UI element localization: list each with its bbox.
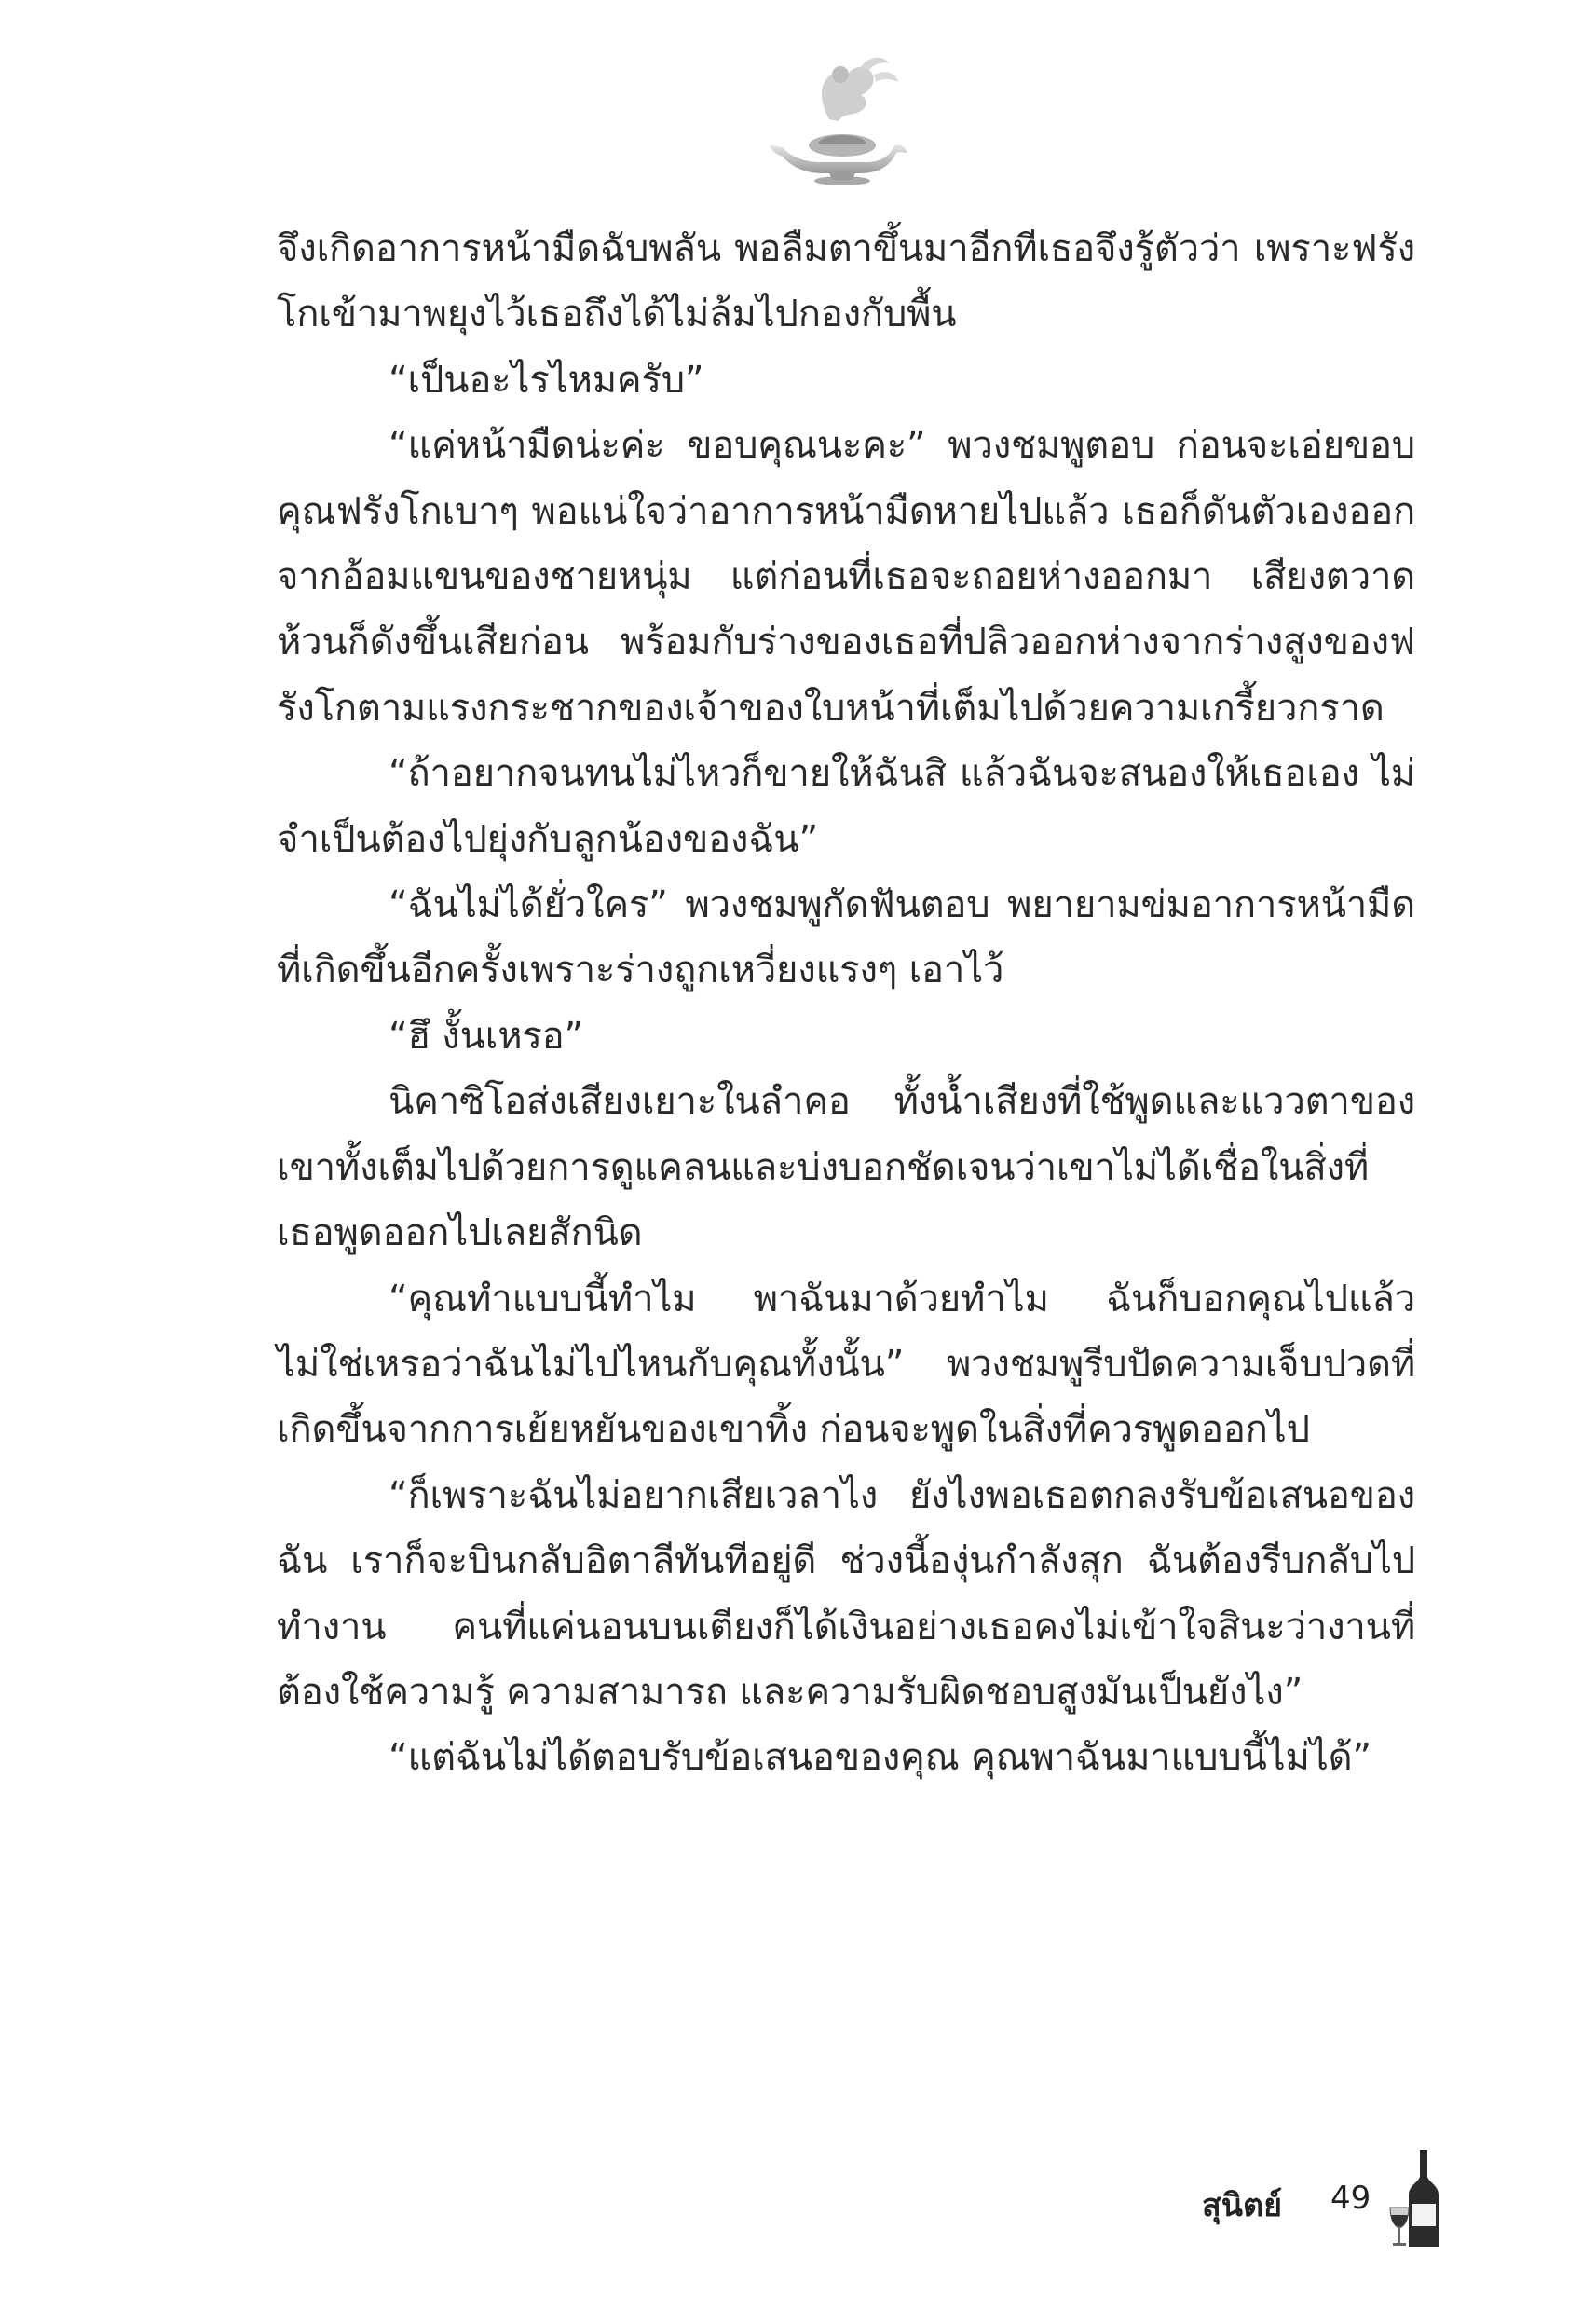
book-title: สุนิตย์ [1202,2187,1282,2224]
paragraph: “เป็นอะไรไหมครับ” [389,358,704,402]
paragraph: “คุณทำแบบนี้ทำไม พาฉันมาด้วยทำไม ฉันก็บอกคุณไปแล้ว ไม่ใช่เหรอว่าฉันไม่ไปไหนกับคุณทั้งนั้น” พวงชมพูรีบปัดความเจ็บปวดที่เกิดขึ้นจากการเย้ยหยันของเขาทิ้ง ก่อนจะพูดในสิ่งที่ควรพูดออกไป [277,1277,1415,1452]
paragraph: “แค่หน้ามืดน่ะค่ะ ขอบคุณนะคะ” พวงชมพูตอบ ก่อนจะเอ่ยขอบคุณฟรังโกเบาๆ พอแน่ใจว่าอาการหน้ามืดหายไปแล้ว เธอก็ดันตัวเองออกจากอ้อมแขนของชายหนุ่ม แต่ก่อนที่เธอจะถอยห่างออกมา เสียงตวาดห้วนก็ดังขึ้นเสียก่อน พร้อมกับร่างของเธอที่ปลิวออกห่างจากร่างสูงของฟรังโกตามแรงกระชากของเจ้าของใบหน้าที่เต็มไปด้วยความเกรี้ยวกราด [277,424,1415,730]
paragraph: “ถ้าอยากจนทนไม่ไหวก็ขายให้ฉันสิ แล้วฉันจะสนองให้เธอเอง ไม่จำเป็นต้องไปยุ่งกับลูกน้องของฉัน” [277,752,1415,861]
page-number: 49 [1330,2180,1371,2217]
genie-lamp-cupid-icon [764,47,922,186]
paragraph: “แต่ฉันไม่ได้ตอบรับข้อเสนอของคุณ คุณพาฉันมาแบบนี้ไม่ได้” [389,1736,1371,1780]
wine-bottle-glass-icon [1388,2148,1446,2250]
page-footer [1202,2148,1444,2250]
paragraph: จึงเกิดอาการหน้ามืดฉับพลัน พอลืมตาขึ้นมาอีกทีเธอจึงรู้ตัวว่า เพราะฟรังโกเข้ามาพยุงไว้เธอถึงได้ไม่ล้มไปกองกับพื้น [277,227,1415,336]
paragraph: นิคาซิโอส่งเสียงเยาะในลำคอ ทั้งน้ำเสียงที่ใช้พูดและแววตาของเขาทั้งเต็มไปด้วยการดูแคลนและบ่งบอกชัดเจนว่าเขาไม่ได้เชื่อในสิ่งที่เธอพูดออกไปเลยสักนิด [277,1080,1415,1255]
paragraph: “ฮึ งั้นเหรอ” [389,1014,583,1058]
paragraph: “ก็เพราะฉันไม่อยากเสียเวลาไง ยังไงพอเธอตกลงรับข้อเสนอของฉัน เราก็จะบินกลับอิตาลีทันทีอยู่ดี ช่วงนี้องุ่นกำลังสุก ฉันต้องรีบกลับไปทำงาน คนที่แค่นอนบนเตียงก็ได้เงินอย่างเธอคงไม่เข้าใจสินะว่างานที่ต้องใช้ความรู้ ความสามารถ และความรับผิดชอบสูงมันเป็นยังไง” [277,1473,1415,1714]
body-text [277,216,1415,1791]
paragraph: “ฉันไม่ได้ยั่วใคร” พวงชมพูกัดฟันตอบ พยายามข่มอาการหน้ามืดที่เกิดขึ้นอีกครั้งเพราะร่างถูกเหวี่ยงแรงๆ เอาไว้ [277,883,1415,992]
